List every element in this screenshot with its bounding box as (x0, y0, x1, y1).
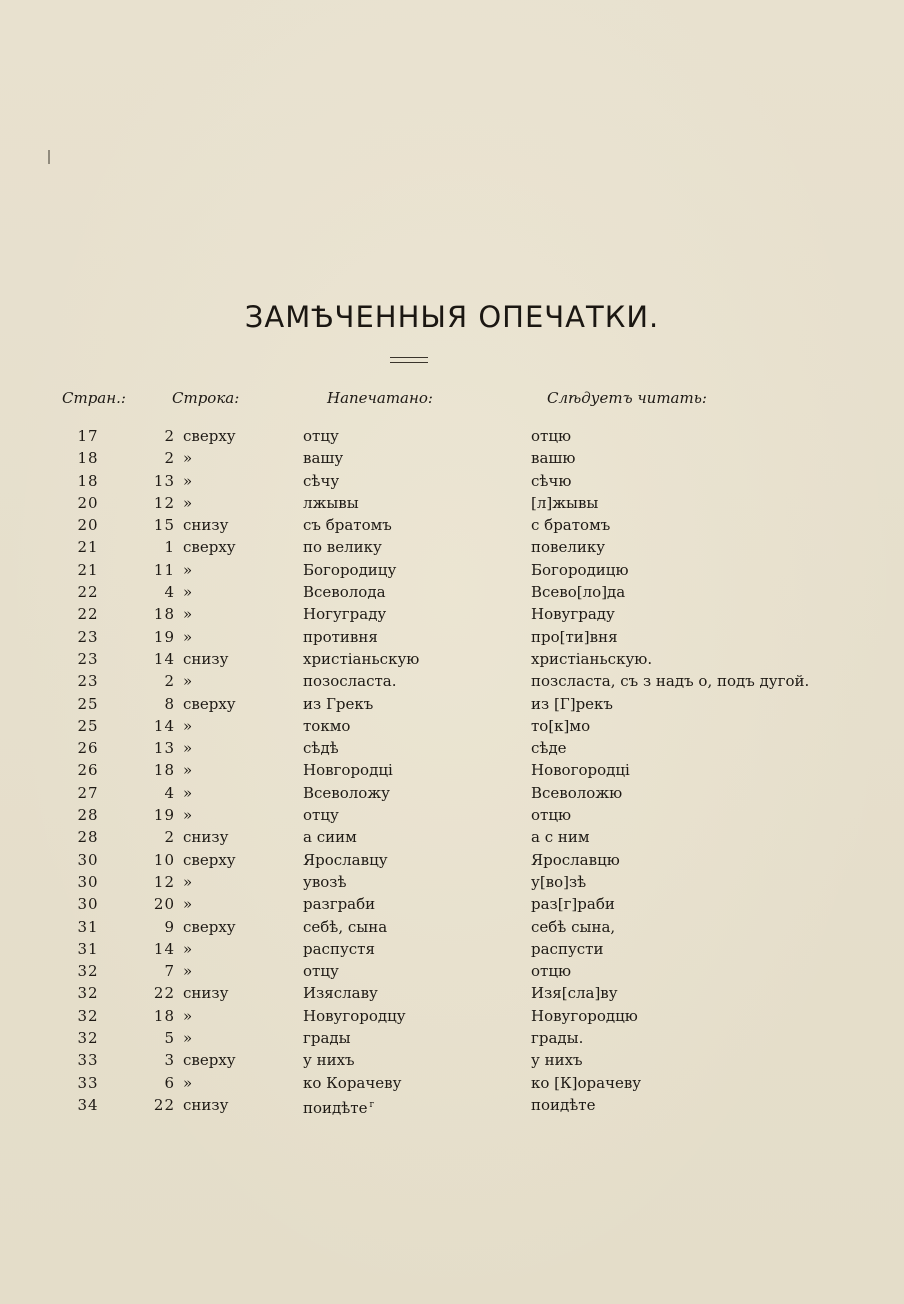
row-line-number: 9 (164, 917, 175, 936)
row-should-read: вашю (531, 449, 576, 468)
row-should-read: Богородицю (531, 560, 629, 579)
row-printed: Ногуграду (303, 605, 387, 624)
row-line-number: 6 (164, 1073, 175, 1092)
row-page: 23 (77, 672, 99, 691)
row-line-number: 12 (153, 872, 175, 891)
row-direction: сверху (183, 538, 236, 557)
row-page: 33 (77, 1073, 99, 1092)
row-printed: лжывы (303, 493, 359, 512)
errata-row (0, 514, 904, 536)
row-printed: у нихъ (303, 1051, 355, 1070)
row-printed: ко Корачеву (303, 1073, 402, 1092)
row-direction: » (183, 493, 193, 512)
row-should-read: отцю (531, 806, 572, 825)
row-page: 30 (77, 872, 99, 891)
errata-row (0, 826, 904, 848)
errata-row (0, 603, 904, 625)
row-printed: Новугородцу (303, 1006, 406, 1025)
errata-row (0, 581, 904, 603)
row-should-read: сѣде (531, 739, 567, 758)
row-should-read: Всеволожю (531, 783, 623, 802)
row-line-number: 13 (153, 471, 175, 490)
row-line-number: 4 (164, 583, 175, 602)
errata-row (0, 737, 904, 759)
margin-mark (48, 150, 50, 164)
row-line-number: 19 (153, 627, 175, 646)
row-line-number: 2 (164, 449, 175, 468)
row-line-number: 12 (153, 493, 175, 512)
page-title: ЗАМѢЧЕННЫЯ ОПЕЧАТКИ. (244, 300, 660, 334)
row-page: 25 (77, 716, 99, 735)
row-direction: снизу (183, 516, 229, 535)
row-page: 32 (77, 984, 99, 1003)
row-printed-superscript: г (369, 1099, 375, 1110)
row-direction: » (183, 939, 193, 958)
row-direction: » (183, 560, 193, 579)
errata-row (0, 1072, 904, 1094)
row-line-number: 14 (153, 649, 175, 668)
row-line-number: 7 (164, 962, 175, 981)
row-page: 31 (77, 917, 99, 936)
row-direction: » (183, 716, 193, 735)
errata-row (0, 1005, 904, 1027)
row-printed: а сиим (303, 828, 357, 847)
errata-row (0, 960, 904, 982)
row-direction: сверху (183, 427, 236, 445)
row-direction: » (183, 739, 193, 758)
row-printed: по велику (303, 538, 382, 557)
errata-row (0, 693, 904, 715)
row-direction: » (183, 806, 193, 825)
errata-row (0, 893, 904, 915)
row-direction: снизу (183, 984, 229, 1003)
row-page: 27 (77, 783, 99, 802)
errata-row (0, 982, 904, 1004)
row-page: 18 (77, 471, 99, 490)
row-should-read: Новуграду (531, 605, 615, 624)
errata-row (0, 1027, 904, 1049)
errata-row (0, 536, 904, 558)
row-line-number: 11 (153, 560, 175, 579)
row-direction: » (183, 1029, 193, 1048)
header-line: Строка: (172, 389, 240, 407)
title-double-rule (390, 357, 428, 363)
row-direction: » (183, 872, 193, 891)
row-should-read: себѣ сына, (531, 917, 616, 936)
row-direction: сверху (183, 1051, 236, 1070)
errata-row (0, 470, 904, 492)
row-line-number: 18 (153, 605, 175, 624)
row-line-number: 20 (153, 895, 175, 914)
errata-row (0, 782, 904, 804)
row-printed: разграби (303, 895, 376, 914)
row-printed: Всеволода (303, 583, 386, 602)
row-should-read: позсласта, съ з надъ о, подъ дугой. (531, 672, 810, 691)
row-line-number: 14 (153, 716, 175, 735)
row-direction: снизу (183, 649, 229, 668)
row-page: 31 (77, 939, 99, 958)
row-page: 30 (77, 895, 99, 914)
row-direction: » (183, 471, 193, 490)
row-line-number: 13 (153, 739, 175, 758)
row-printed: Новгородці (303, 761, 393, 780)
row-should-read: из [Г]рекъ (531, 694, 613, 713)
row-should-read: [л]жывы (531, 493, 599, 512)
row-page: 21 (77, 538, 99, 557)
errata-row (0, 849, 904, 871)
row-line-number: 22 (153, 1095, 175, 1114)
row-page: 17 (77, 427, 99, 445)
row-line-number: 3 (164, 1051, 175, 1070)
row-direction: сверху (183, 694, 236, 713)
row-direction: снизу (183, 828, 229, 847)
row-direction: » (183, 1006, 193, 1025)
row-page: 28 (77, 806, 99, 825)
row-should-read: христіаньскую. (531, 649, 653, 668)
row-direction: » (183, 1073, 193, 1092)
row-direction: » (183, 672, 193, 691)
row-printed: отцу (303, 962, 339, 981)
row-should-read: у нихъ (531, 1051, 583, 1070)
row-printed: позосласта. (303, 672, 397, 691)
row-printed: противня (303, 627, 378, 646)
row-page: 33 (77, 1051, 99, 1070)
row-should-read: отцю (531, 427, 572, 445)
row-printed: съ братомъ (303, 516, 392, 535)
row-line-number: 10 (153, 850, 175, 869)
row-page: 34 (77, 1095, 99, 1114)
row-printed: себѣ, сына (303, 917, 388, 936)
row-line-number: 22 (153, 984, 175, 1003)
row-line-number: 18 (153, 1006, 175, 1025)
errata-row (0, 871, 904, 893)
row-line-number: 15 (153, 516, 175, 535)
row-page: 20 (77, 493, 99, 512)
row-printed: из Грекъ (303, 694, 374, 713)
row-page: 32 (77, 1006, 99, 1025)
row-should-read: то[к]мо (531, 716, 591, 735)
row-should-read: Новугородцю (531, 1006, 638, 1025)
row-should-read: Изя[сла]ву (531, 984, 618, 1003)
errata-row (0, 938, 904, 960)
row-printed: отцу (303, 806, 339, 825)
errata-table (0, 425, 904, 1116)
errata-row (0, 759, 904, 781)
row-should-read: Ярославцю (531, 850, 620, 869)
row-page: 28 (77, 828, 99, 847)
row-should-read: раз[г]раби (531, 895, 615, 914)
row-line-number: 2 (164, 427, 175, 445)
errata-row (0, 715, 904, 737)
row-should-read: сѣчю (531, 471, 572, 490)
row-page: 32 (77, 962, 99, 981)
row-printed: Богородицу (303, 560, 397, 579)
row-printed: грады (303, 1029, 351, 1048)
row-line-number: 2 (164, 828, 175, 847)
row-should-read: поидѣте (531, 1095, 596, 1114)
column-headers (0, 389, 904, 411)
errata-row (0, 492, 904, 514)
row-should-read: ко [К]орачеву (531, 1073, 642, 1092)
row-printed-text: поидѣте (303, 1098, 368, 1117)
row-line-number: 14 (153, 939, 175, 958)
row-direction: » (183, 627, 193, 646)
row-should-read: Всево[ло]да (531, 583, 626, 602)
errata-row (0, 447, 904, 469)
row-line-number: 1 (164, 538, 175, 557)
errata-row (0, 804, 904, 826)
errata-row (0, 648, 904, 670)
row-direction: » (183, 895, 193, 914)
row-line-number: 4 (164, 783, 175, 802)
errata-row (0, 626, 904, 648)
row-page: 22 (77, 583, 99, 602)
row-direction: » (183, 962, 193, 981)
row-should-read: отцю (531, 962, 572, 981)
row-page: 26 (77, 761, 99, 780)
row-should-read: Новогородці (531, 761, 630, 780)
row-should-read: а с ним (531, 828, 590, 847)
row-printed: отцу (303, 427, 339, 445)
row-page: 30 (77, 850, 99, 869)
row-direction: » (183, 761, 193, 780)
row-page: 22 (77, 605, 99, 624)
header-should-read: Слѣдуетъ читать: (547, 389, 707, 407)
errata-row (0, 425, 904, 447)
header-printed: Напечатано: (327, 389, 433, 407)
row-page: 26 (77, 739, 99, 758)
row-should-read: грады. (531, 1029, 584, 1048)
row-printed: Изяславу (303, 984, 378, 1003)
row-should-read: повелику (531, 538, 606, 557)
row-direction: » (183, 605, 193, 624)
row-direction: сверху (183, 850, 236, 869)
row-printed: распустя (303, 939, 375, 958)
row-printed: токмо (303, 716, 351, 735)
row-page: 25 (77, 694, 99, 713)
header-page: Стран.: (62, 389, 126, 407)
row-page: 20 (77, 516, 99, 535)
row-line-number: 18 (153, 761, 175, 780)
row-line-number: 19 (153, 806, 175, 825)
row-should-read: у[во]зѣ (531, 872, 587, 891)
row-line-number: 5 (164, 1029, 175, 1048)
row-page: 32 (77, 1029, 99, 1048)
row-direction: » (183, 583, 193, 602)
row-line-number: 8 (164, 694, 175, 713)
row-printed: сѣдѣ (303, 739, 339, 758)
row-printed (303, 1094, 374, 1119)
errata-row (0, 1094, 904, 1116)
errata-row (0, 559, 904, 581)
row-direction: снизу (183, 1095, 229, 1114)
row-line-number: 2 (164, 672, 175, 691)
errata-row (0, 1049, 904, 1071)
row-page: 21 (77, 560, 99, 579)
row-page: 23 (77, 649, 99, 668)
errata-row (0, 916, 904, 938)
row-should-read: про[ти]вня (531, 627, 618, 646)
row-printed: Ярославцу (303, 850, 388, 869)
row-page: 18 (77, 449, 99, 468)
row-printed: сѣчу (303, 471, 340, 490)
errata-row (0, 670, 904, 692)
row-printed: вашу (303, 449, 344, 468)
row-should-read: с братомъ (531, 516, 611, 535)
row-direction: » (183, 783, 193, 802)
row-page: 23 (77, 627, 99, 646)
row-printed: христіаньскую (303, 649, 420, 668)
row-direction: сверху (183, 917, 236, 936)
row-direction: » (183, 449, 193, 468)
row-printed: Всеволожу (303, 783, 390, 802)
row-should-read: распусти (531, 939, 604, 958)
row-printed: увозѣ (303, 872, 347, 891)
